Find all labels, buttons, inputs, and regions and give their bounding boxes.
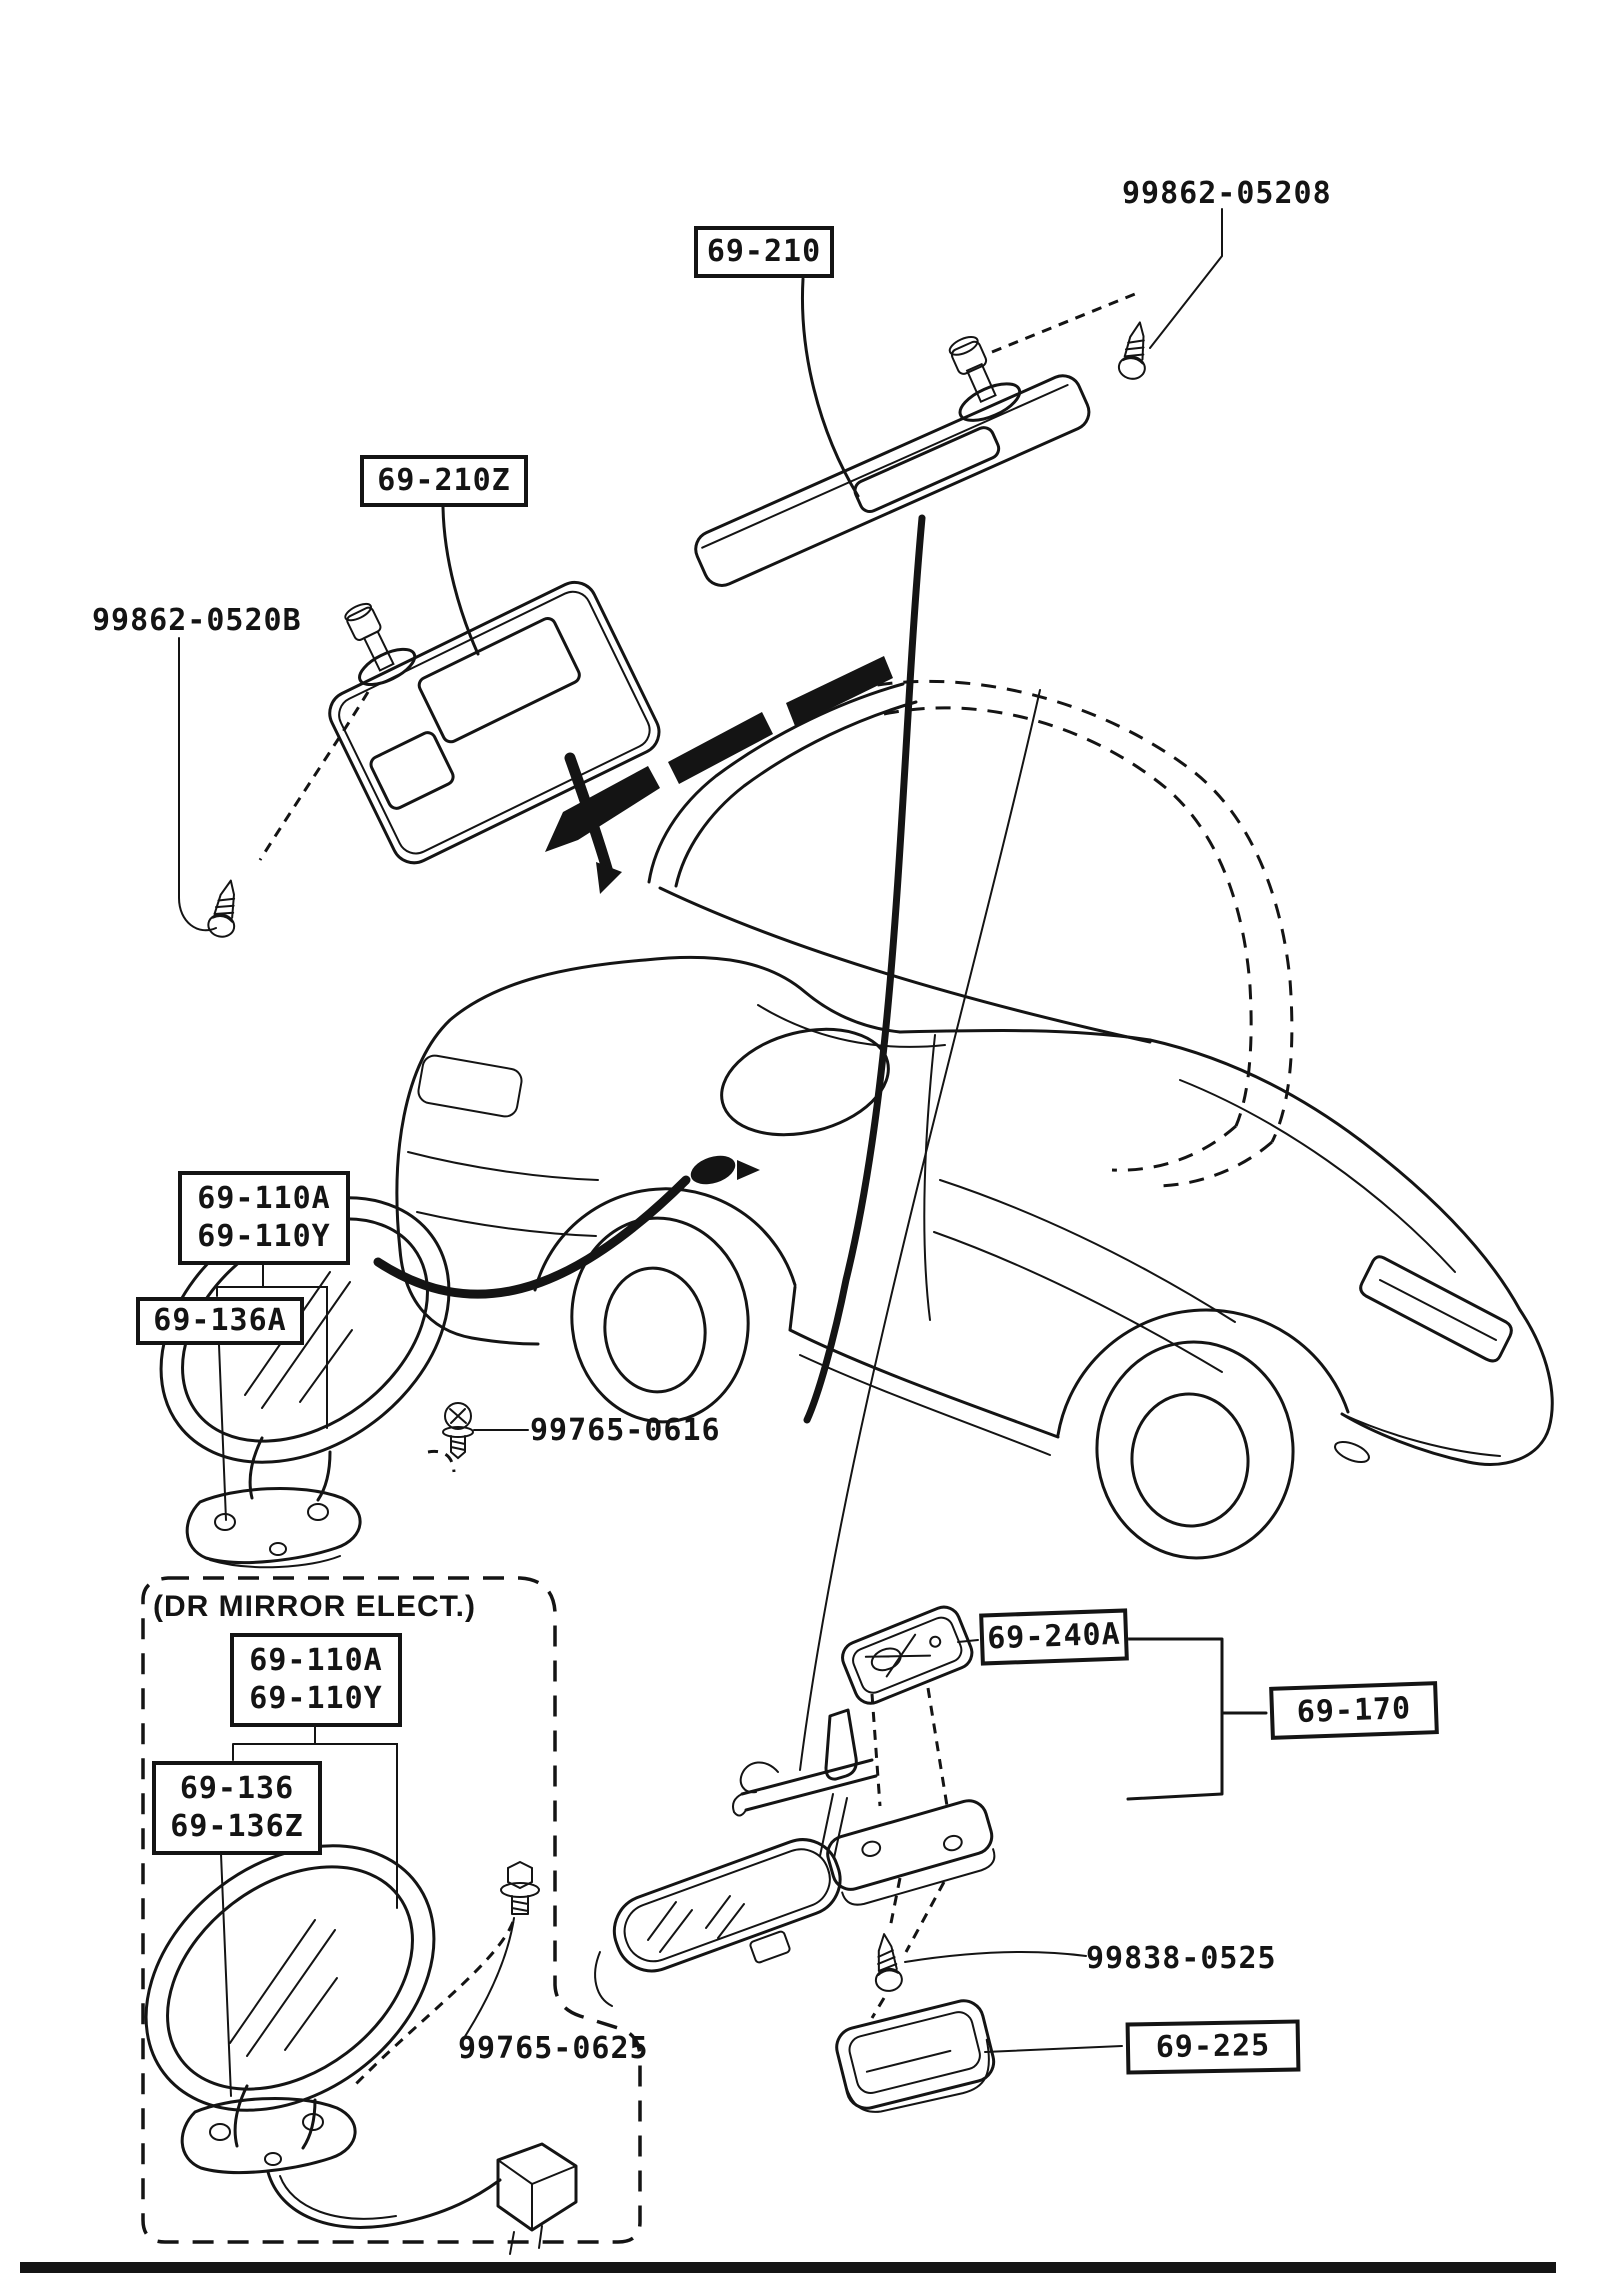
bracket-69-170 <box>1128 1639 1266 1799</box>
lamp-bracket-plate <box>823 1796 1000 1909</box>
tapping-screw-icon <box>871 1933 903 1992</box>
callout-door-mirror[interactable] <box>178 1171 350 1265</box>
callout-room-mirror[interactable] <box>1269 1681 1439 1740</box>
electric-mirror-group-title: (DR MIRROR ELECT.) <box>153 1590 476 1623</box>
hex-bolt-icon <box>501 1862 539 1914</box>
leader-99862-05208 <box>1150 209 1222 348</box>
part-number: 69-170 <box>1296 1690 1412 1730</box>
callout-visor-screw-left: 99862-0520B <box>92 603 302 638</box>
callout-lamp-screw: 99838-0525 <box>1086 1941 1277 1976</box>
part-number: 69-110A <box>249 1643 383 1678</box>
callout-visor-screw-right: 99862-05208 <box>1122 176 1332 211</box>
leader-99862-0520B <box>179 638 216 930</box>
sun-visor-right-illustration <box>660 279 1140 591</box>
part-number: 69-136Z <box>170 1809 304 1844</box>
callout-lamp-housing[interactable] <box>1126 2019 1301 2074</box>
connector-plug-icon <box>498 2144 576 2254</box>
part-number: 69-225 <box>1155 2028 1271 2065</box>
callout-sun-visor-left[interactable] <box>360 455 528 507</box>
taillight <box>417 1054 524 1119</box>
callout-mirror-bolt-elect: 99765-0625 <box>458 2031 649 2066</box>
part-number: 69-210 <box>706 234 822 269</box>
callout-sun-visor-right[interactable] <box>694 226 834 278</box>
part-number: 69-110Y <box>197 1219 331 1254</box>
part-number: 69-136 <box>179 1771 295 1806</box>
arrowhead-icon <box>737 1160 760 1180</box>
part-number: 69-210Z <box>377 463 511 498</box>
callout-room-lamp-lens[interactable] <box>979 1608 1129 1665</box>
lamp-housing-tray <box>832 1997 1000 2121</box>
footer-rule <box>20 2262 1556 2273</box>
callout-mirror-screw: 99765-0616 <box>530 1413 721 1448</box>
callout-door-mirror-elect[interactable] <box>230 1633 402 1727</box>
part-number: 69-136A <box>153 1303 287 1338</box>
part-number: 69-110A <box>197 1181 331 1216</box>
map-lamp-lens <box>838 1602 977 1708</box>
callout-strokes <box>378 518 1040 1770</box>
callout-mirror-gasket[interactable] <box>136 1297 304 1345</box>
part-number: 69-240A <box>986 1616 1122 1657</box>
callout-mirror-gasket-elect[interactable] <box>152 1761 322 1855</box>
part-number: 69-110Y <box>249 1681 383 1716</box>
machine-screw-icon <box>443 1403 473 1458</box>
tapping-screw-icon <box>1117 320 1153 381</box>
mirror-location-spot <box>687 1151 739 1190</box>
